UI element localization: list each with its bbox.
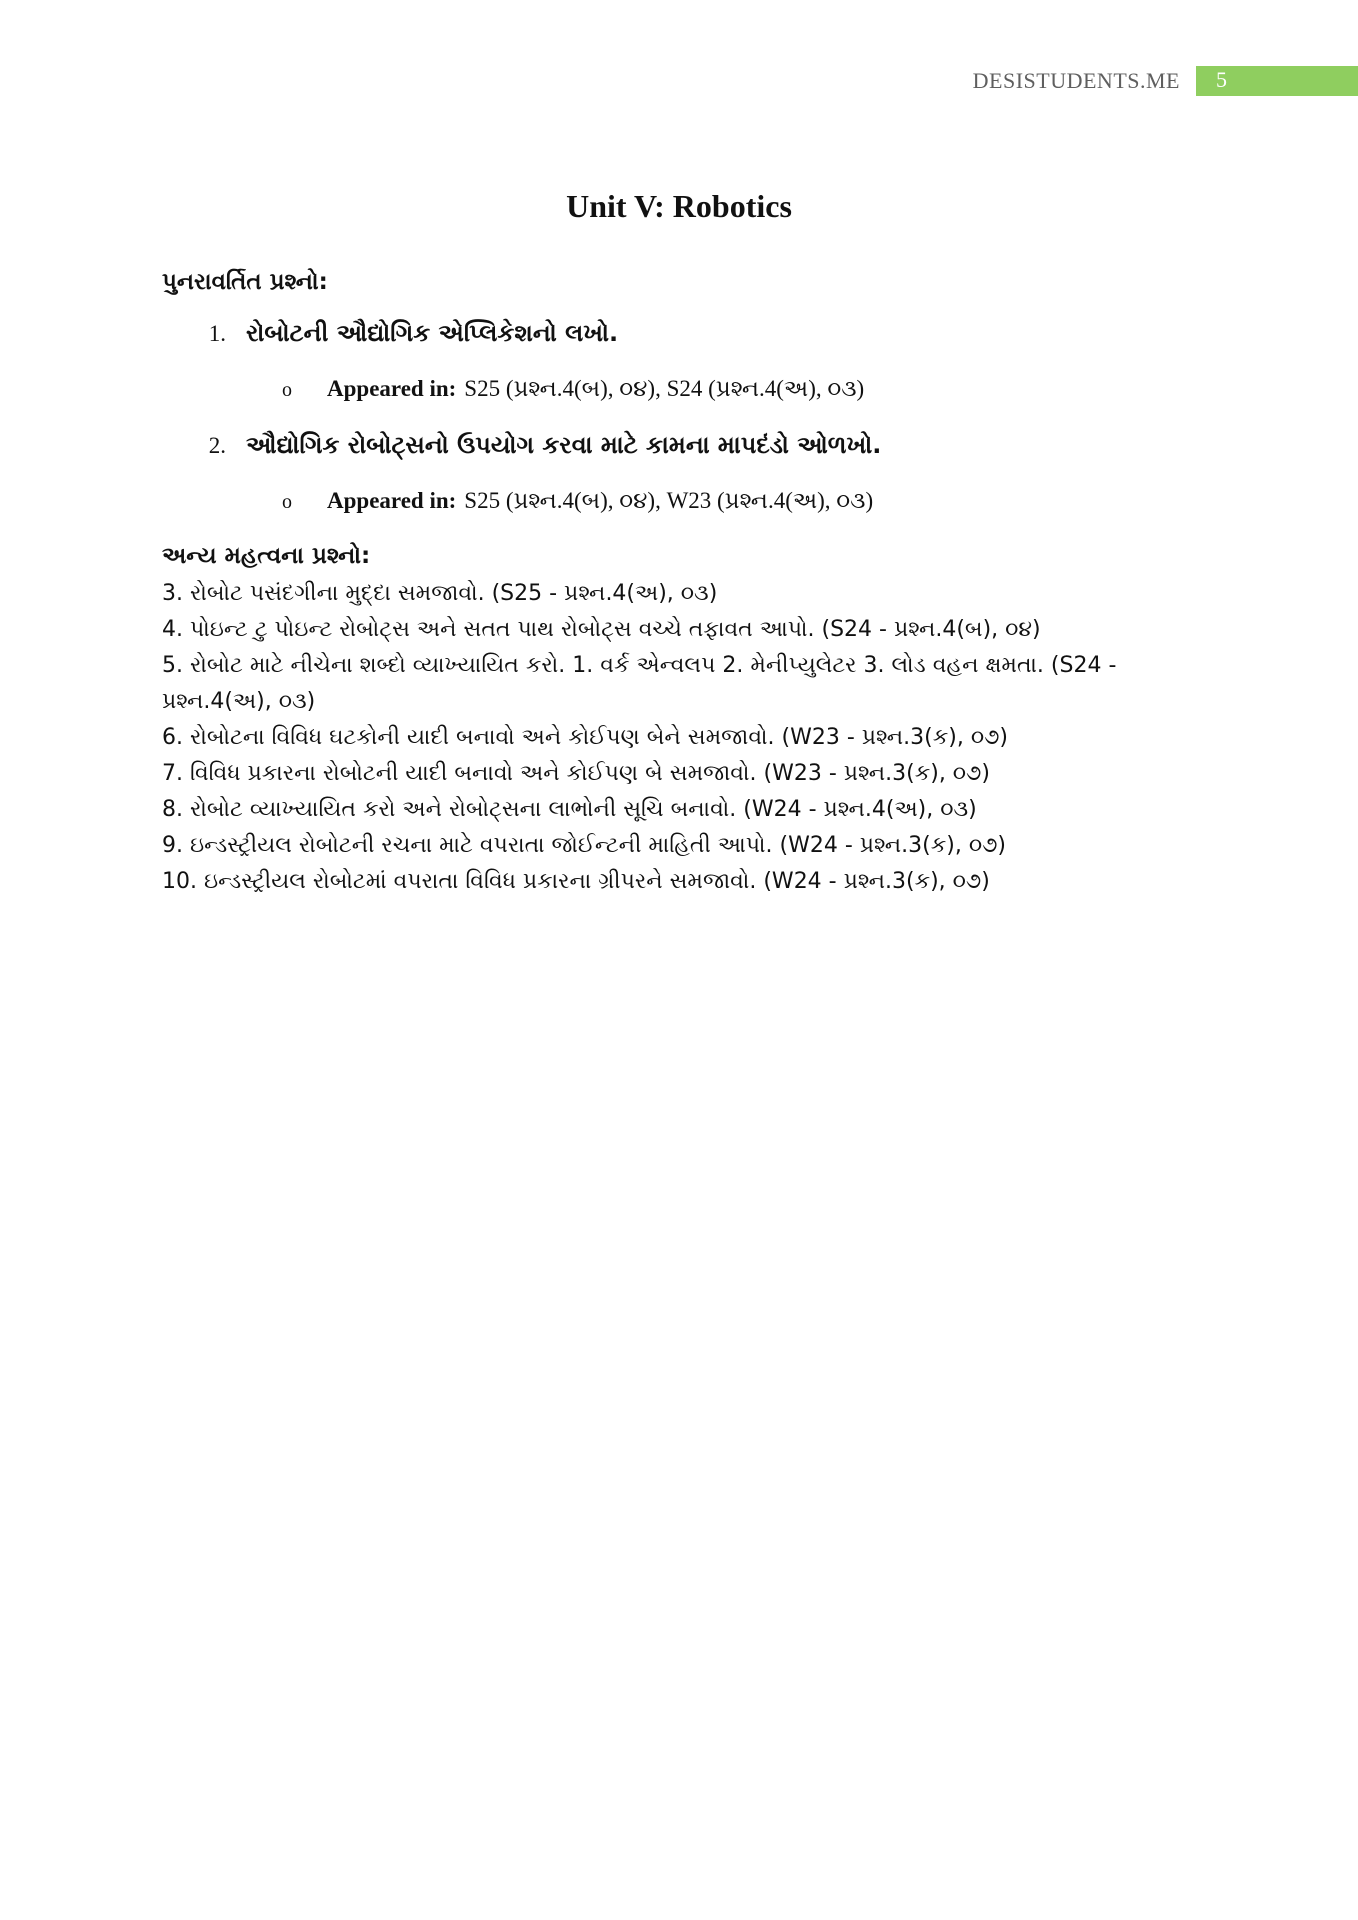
- page-number: 5: [1196, 66, 1358, 96]
- bullet-icon: o: [282, 379, 292, 401]
- appeared-label: Appeared in:: [327, 376, 457, 401]
- list-item: 9. ઇન્ડસ્ટ્રીયલ રોબોટની રચના માટે વપરાતા જોઈન્ટની માહિતી આપો. (W24 - પ્રશ્ન.3(ક), ૦૭): [162, 833, 1006, 858]
- question-number: 1.: [208, 321, 226, 346]
- appeared-value: S25 (પ્રશ્ન.4(બ), ૦૪), W23 (પ્રશ્ન.4(અ), ૦૩): [464, 488, 874, 513]
- question-text: રોબોટની ઔદ્યોગિક એપ્લિકેશનો લખો.: [246, 319, 619, 347]
- repeated-questions-list: [162, 302, 1222, 526]
- page-header: [973, 66, 1358, 96]
- list-item: [162, 414, 1222, 526]
- appeared-in-line: [162, 364, 1222, 414]
- list-item: 7. વિવિધ પ્રકારના રોબોટની યાદી બનાવો અને કોઈપણ બે સમજાવો. (W23 - પ્રશ્ન.3(ક), ૦૭): [162, 761, 990, 786]
- list-item: 10. ઇન્ડસ્ટ્રીયલ રોબોટમાં વપરાતા વિવિધ પ્રકારના ગ્રીપરને સમજાવો. (W24 - પ્રશ્ન.3(ક), ૦૭): [162, 869, 990, 894]
- page-title: Unit V: Robotics: [566, 188, 792, 224]
- other-questions-list: [162, 576, 1222, 900]
- list-item: 3. રોબોટ પસંદગીના મુદ્દા સમજાવો. (S25 - પ્રશ્ન.4(અ), ૦૩): [162, 581, 718, 606]
- site-name: DESISTUDENTS.ME: [972, 68, 1180, 93]
- question-text: ઔદ્યોગિક રોબોટ્સનો ઉપયોગ કરવા માટે કામના માપદંડો ઓળખો.: [246, 431, 882, 459]
- other-questions-heading: અન્ય મહત્વના પ્રશ્નો:: [162, 543, 371, 569]
- bullet-icon: o: [282, 491, 292, 513]
- list-item: 8. રોબોટ વ્યાખ્યાયિત કરો અને રોબોટ્સના લાભોની સૂચિ બનાવો. (W24 - પ્રશ્ન.4(અ), ૦૩): [162, 797, 977, 822]
- document-body: [162, 262, 1222, 900]
- list-item: [162, 302, 1222, 414]
- question-number: 2.: [208, 433, 226, 458]
- list-item: 6. રોબોટના વિવિધ ઘટકોની યાદી બનાવો અને કોઈપણ બેને સમજાવો. (W23 - પ્રશ્ન.3(ક), ૦૭): [162, 725, 1008, 750]
- repeated-questions-heading: પુનરાવર્તિત પ્રશ્નો:: [162, 269, 328, 295]
- list-item: 5. રોબોટ માટે નીચેના શબ્દો વ્યાખ્યાયિત કરો. 1. વર્ક એન્વલપ 2. મેનીપ્યુલેટર 3. લોડ વહન ક્ષમતા. (S24 - પ્રશ્ન.4(અ), ૦૩): [162, 653, 1117, 714]
- appeared-value: S25 (પ્રશ્ન.4(બ), ૦૪), S24 (પ્રશ્ન.4(અ), ૦૩): [464, 376, 865, 401]
- list-item: 4. પોઇન્ટ ટુ પોઇન્ટ રોબોટ્સ અને સતત પાથ રોબોટ્સ વચ્ચે તફાવત આપો. (S24 - પ્રશ્ન.4(બ), ૦૪): [162, 617, 1041, 642]
- appeared-label: Appeared in:: [327, 488, 457, 513]
- appeared-in-line: [162, 476, 1222, 526]
